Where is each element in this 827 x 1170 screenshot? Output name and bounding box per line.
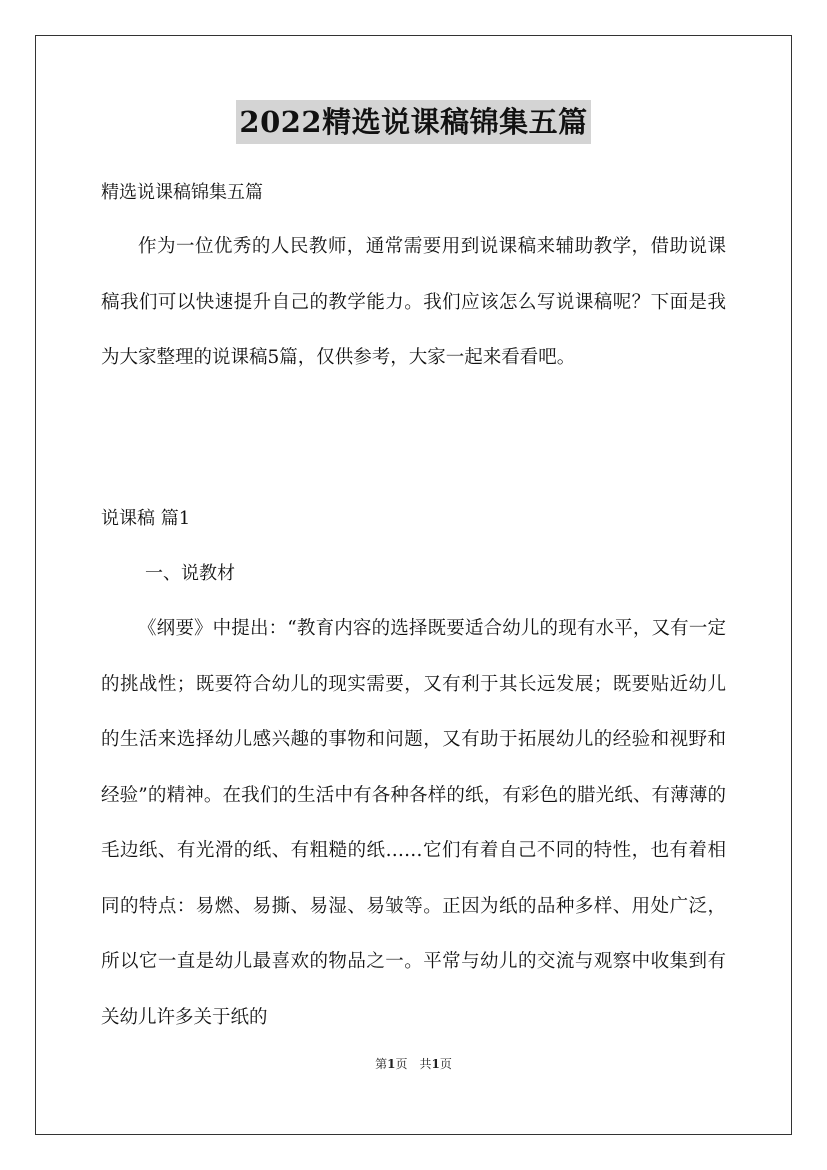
- footer-total-pages: 1: [431, 1057, 440, 1071]
- footer-label-total: 页 共: [395, 1057, 432, 1071]
- document-subtitle: 精选说课稿锦集五篇: [101, 182, 263, 203]
- sub-heading: 一、说教材: [145, 563, 235, 584]
- body-paragraph: 《纲要》中提出：“教育内容的选择既要适合幼儿的现有水平，又有一定的挑战性；既要符合幼儿的现实需要，又有利于其长远发展；既要贴近幼儿的生活来选择幼儿感兴趣的事物和问题，又有助于拓展幼儿的经验和视野和经验”的精神。在我们的生活中有各种各样的纸，有彩色的腊光纸、有薄薄的毛边纸、有光滑的纸、有粗糙的纸……它们有着自己不同的特性，也有着相同的特点：易燃、易撕、易湿、易皱等。正因为纸的品种多样、用处广泛，所以它一直是幼儿最喜欢的物品之一。平常与幼儿的交流与观察中收集到有关幼儿许多关于纸的: [101, 618, 726, 1028]
- intro-paragraph: 作为一位优秀的人民教师，通常需要用到说课稿来辅助教学，借助说课稿我们可以快速提升自己的教学能力。我们应该怎么写说课稿呢？下面是我为大家整理的说课稿5篇，仅供参考，大家一起来看看吧。: [101, 236, 726, 368]
- footer-page-number: 1: [387, 1057, 396, 1071]
- footer-label-page: 第: [375, 1057, 388, 1071]
- document-title: 2022精选说课稿锦集五篇: [236, 100, 590, 144]
- title-container: [0, 100, 827, 144]
- section-heading: 说课稿 篇1: [101, 508, 191, 529]
- page-footer: [0, 1055, 827, 1073]
- footer-label-end: 页: [439, 1057, 452, 1071]
